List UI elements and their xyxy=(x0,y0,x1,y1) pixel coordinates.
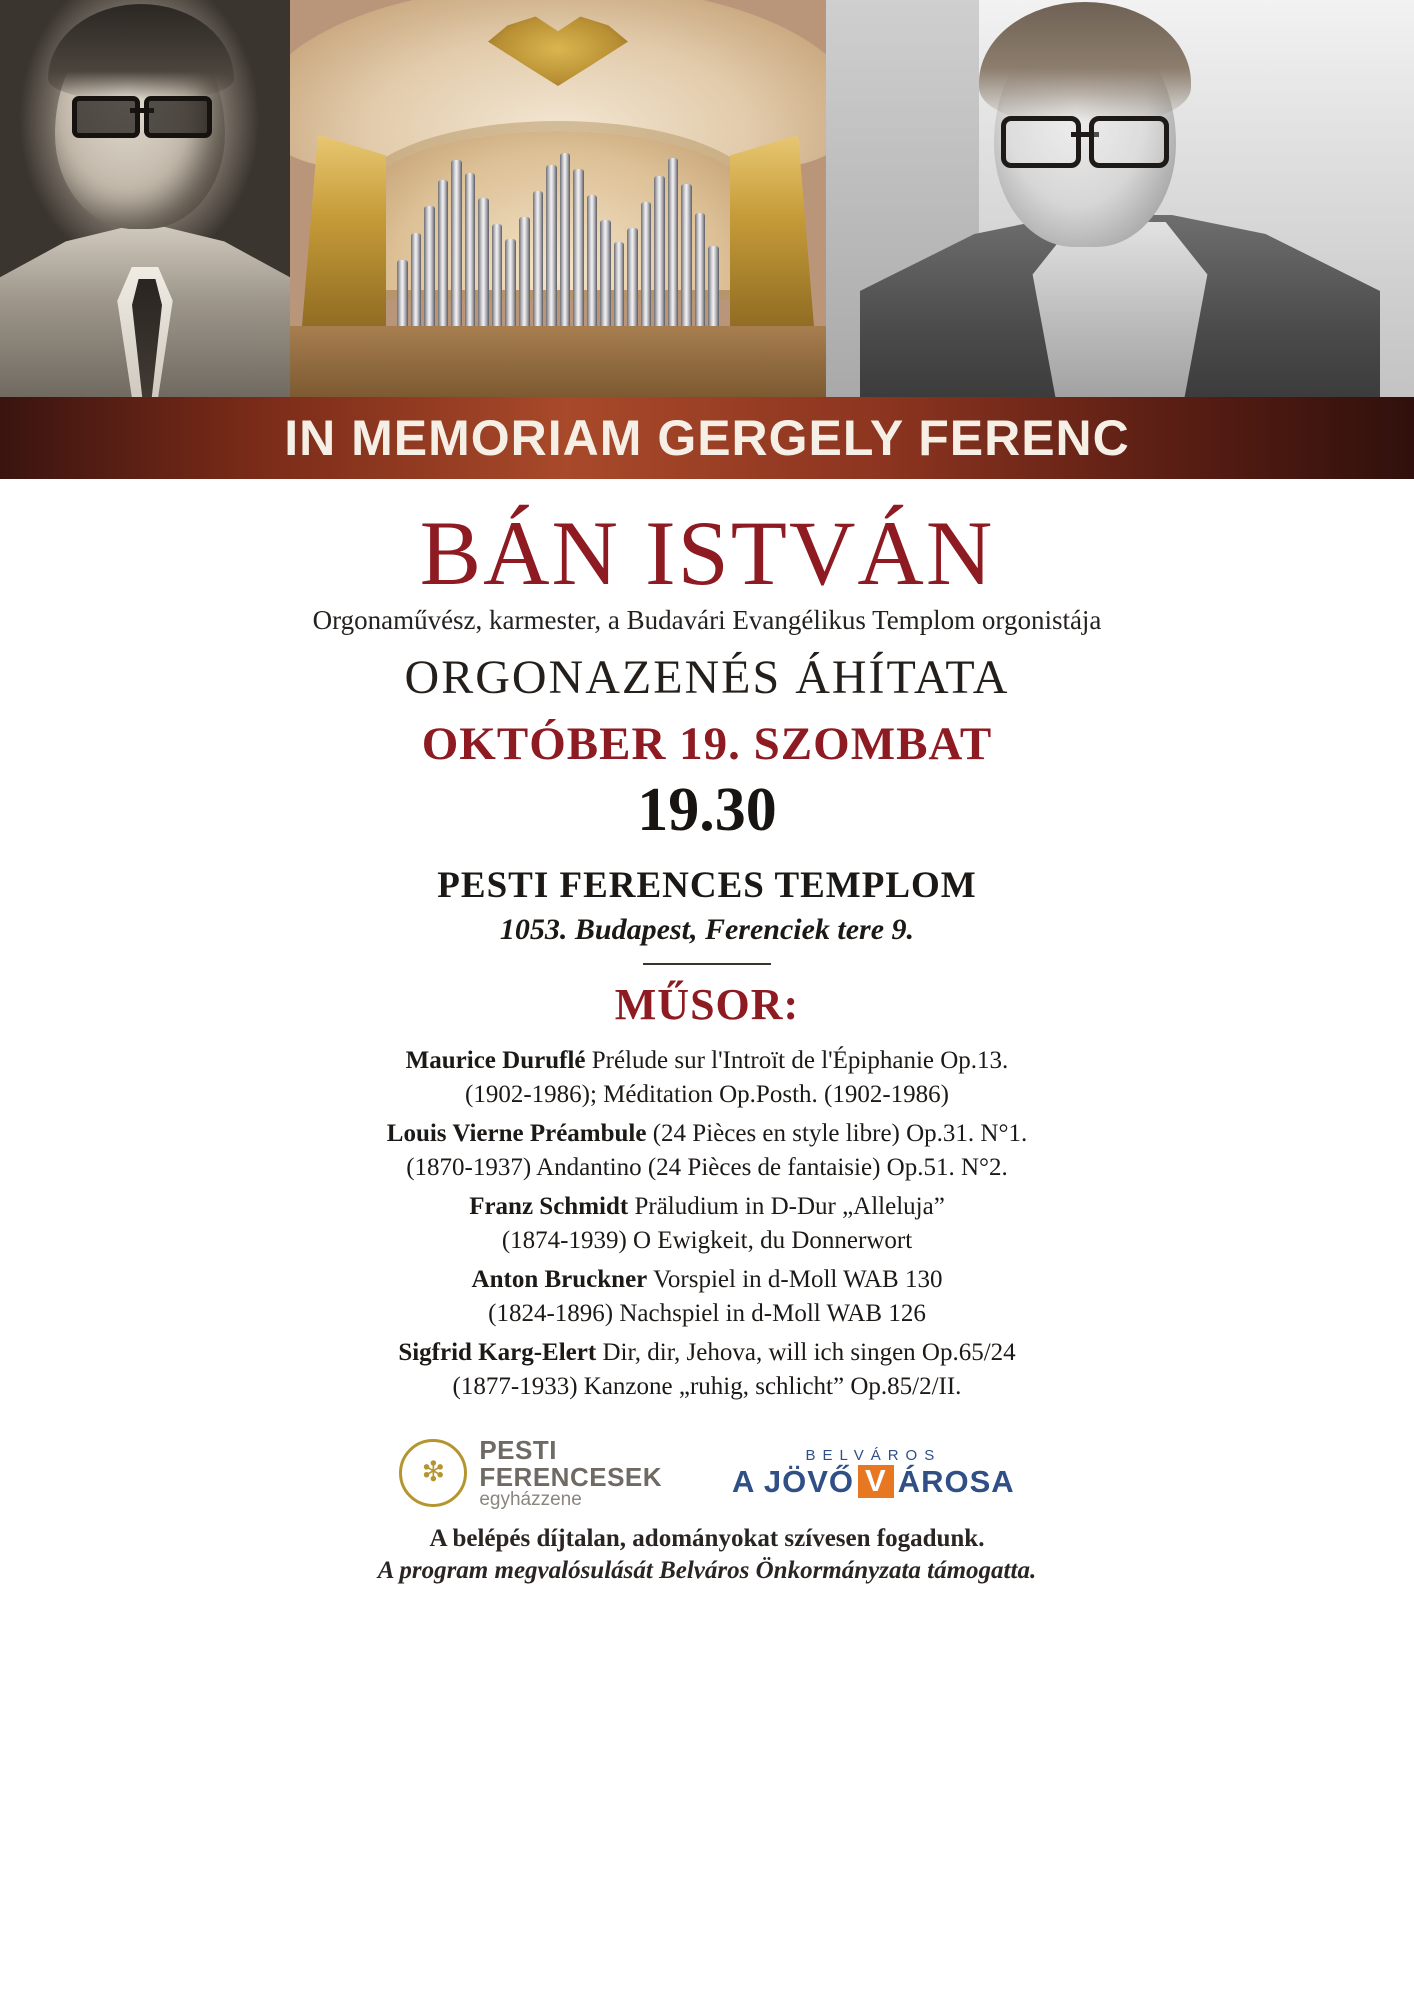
event-type: ORGONAZENÉS ÁHÍTATA xyxy=(404,651,1010,704)
artist-name: BÁN ISTVÁN xyxy=(419,502,995,604)
venue-address: 1053. Budapest, Ferenciek tere 9. xyxy=(499,913,915,946)
footer-free-entry-note: A belépés díjtalan, adományokat szívesen fogadunk. xyxy=(429,1525,985,1553)
program-work: Prélude sur l'Introït de l'Épiphanie Op.13. xyxy=(591,1047,1009,1074)
program-work: Dir, dir, Jehova, will ich singen Op.65/24 xyxy=(602,1339,1016,1366)
program-item xyxy=(207,1263,1207,1330)
portrait-gergely-ferenc-photo xyxy=(0,0,290,397)
program-composer: Sigfrid Karg-Elert xyxy=(398,1339,597,1366)
logo-belvaros-word2: ÁROSA xyxy=(897,1463,1015,1499)
program-list xyxy=(207,1044,1207,1403)
program-composer: Franz Schmidt xyxy=(469,1193,629,1220)
program-item-line2: (1874-1939) O Ewigkeit, du Donnerwort xyxy=(501,1226,913,1254)
logo-pesti-ferencesek xyxy=(399,1437,662,1509)
logo-pesti-line1: PESTI xyxy=(479,1435,557,1465)
glasses-lens-left xyxy=(72,96,140,138)
divider-rule xyxy=(643,963,771,965)
memoriam-banner xyxy=(0,397,1414,479)
program-composer: Anton Bruckner xyxy=(471,1266,648,1293)
glasses-lens-right xyxy=(144,96,212,138)
event-time: 19.30 xyxy=(637,776,777,844)
portrait-right-glasses-icon xyxy=(1001,116,1169,160)
program-work: Präludium in D-Dur „Alleluja” xyxy=(634,1193,945,1220)
wheat-seal-icon: ❇ xyxy=(399,1439,467,1507)
photo-strip xyxy=(0,0,1414,397)
glasses-lens-left xyxy=(1001,116,1081,168)
venue-name: PESTI FERENCES TEMPLOM xyxy=(437,865,977,906)
poster-footer xyxy=(0,1525,1414,1585)
program-item xyxy=(207,1044,1207,1111)
program-item-line2: (1824-1896) Nachspiel in d-Moll WAB 126 xyxy=(488,1299,926,1327)
program-item-line2: (1902-1986); Méditation Op.Posth. (1902-1986) xyxy=(465,1080,949,1108)
sponsor-logos xyxy=(0,1437,1414,1509)
portrait-ban-istvan-photo xyxy=(826,0,1414,397)
logo-belvaros-top: BELVÁROS xyxy=(805,1446,942,1464)
program-item xyxy=(207,1336,1207,1403)
glasses-lens-right xyxy=(1089,116,1169,168)
logo-pesti-line3: egyházzene xyxy=(479,1489,582,1511)
memoriam-banner-text: IN MEMORIAM GERGELY FERENC xyxy=(284,410,1130,466)
logo-belvaros-word1: A JÖVŐ xyxy=(732,1463,855,1499)
program-item-line1 xyxy=(207,1190,1207,1224)
program-item-line1 xyxy=(207,1263,1207,1297)
program-item-line2: (1877-1933) Kanzone „ruhig, schlicht” Op.85/2/II. xyxy=(452,1372,962,1400)
program-work: Vorspiel in d-Moll WAB 130 xyxy=(653,1266,943,1293)
organ-base xyxy=(290,326,826,397)
program-item-line1 xyxy=(207,1117,1207,1151)
program-title: MŰSOR: xyxy=(614,980,800,1029)
event-date: OKTÓBER 19. SZOMBAT xyxy=(421,718,993,770)
logo-belvaros-highlight: V xyxy=(858,1465,894,1498)
logo-belvaros xyxy=(732,1447,1015,1500)
program-item xyxy=(207,1117,1207,1184)
program-work: (24 Pièces en style libre) Op.31. N°1. xyxy=(652,1120,1028,1147)
organ-pipes xyxy=(397,151,719,334)
program-item-line1 xyxy=(207,1044,1207,1078)
logo-belvaros-main xyxy=(732,1464,1015,1500)
program-item-line1 xyxy=(207,1336,1207,1370)
logo-pesti-line2: FERENCESEK xyxy=(479,1461,663,1492)
logo-pesti-text xyxy=(479,1437,662,1509)
portrait-left-glasses-icon xyxy=(72,96,212,130)
poster-body xyxy=(0,479,1414,1585)
footer-sponsor-note: A program megvalósulását Belváros Önkormányzata támogatta. xyxy=(377,1557,1037,1585)
program-item xyxy=(207,1190,1207,1257)
church-organ-photo xyxy=(290,0,826,397)
program-composer: Louis Vierne Préambule xyxy=(386,1120,647,1147)
program-composer: Maurice Duruflé xyxy=(405,1047,586,1074)
program-item-line2: (1870-1937) Andantino (24 Pièces de fantaisie) Op.51. N°2. xyxy=(406,1153,1008,1181)
artist-role: Orgonaművész, karmester, a Budavári Evangélikus Templom orgonistája xyxy=(312,605,1102,635)
